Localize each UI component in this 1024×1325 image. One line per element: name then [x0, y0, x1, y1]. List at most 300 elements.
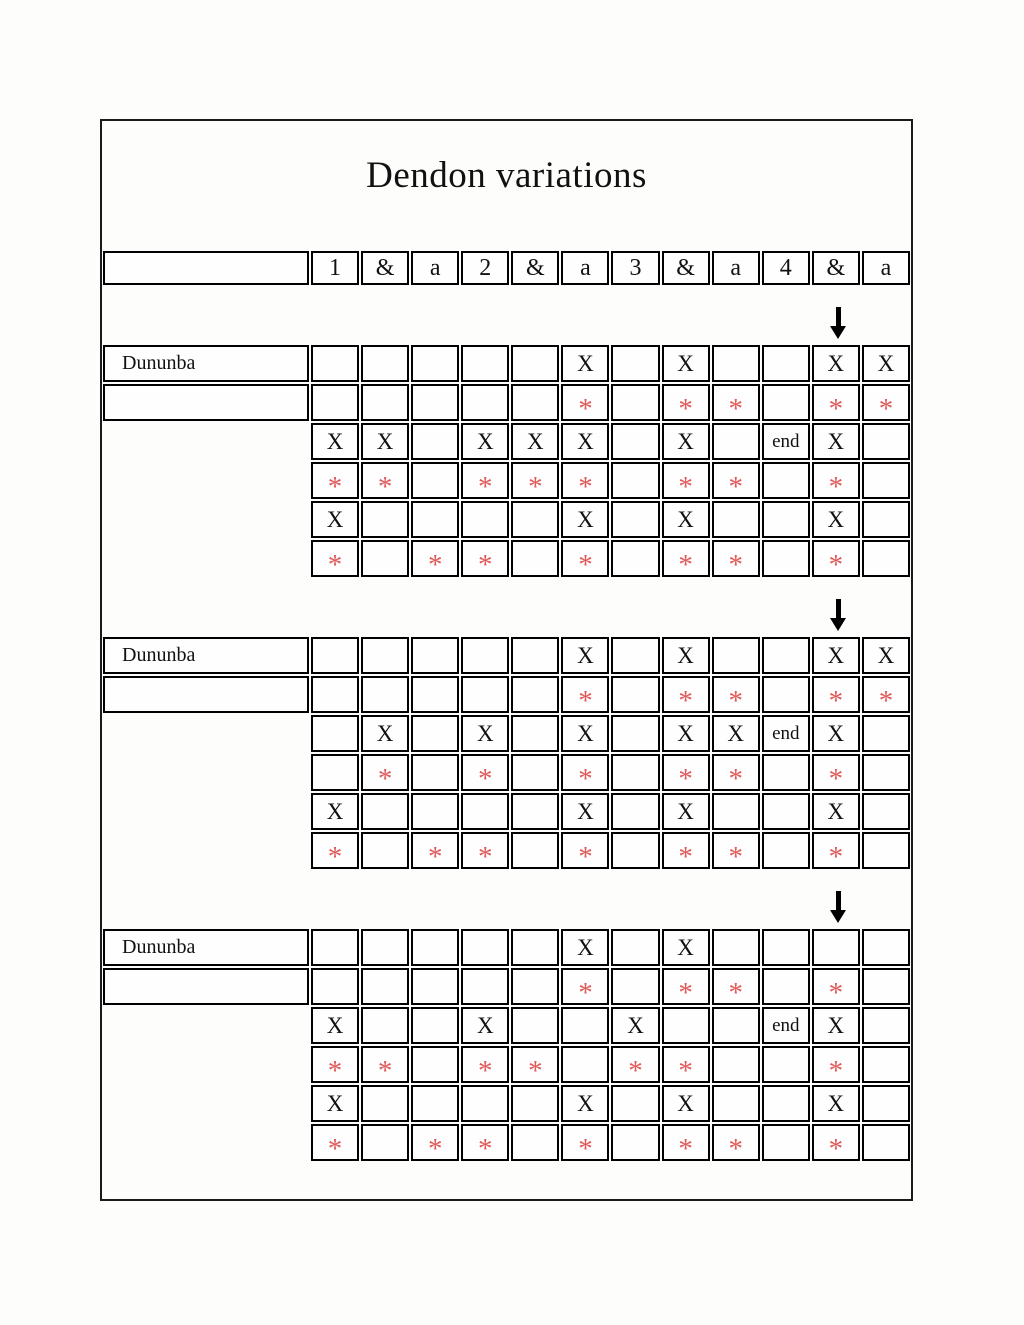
grid-cell — [762, 1046, 810, 1083]
grid-cell — [361, 345, 409, 382]
stroke-x-mark: X — [326, 428, 344, 454]
stroke-x-mark: X — [827, 720, 845, 746]
grid-cell — [361, 384, 409, 421]
star-mark: * — [377, 1054, 393, 1083]
row-label-cell: Dununba — [103, 637, 309, 674]
grid-cell — [762, 384, 810, 421]
stroke-x-mark: X — [527, 428, 544, 454]
star-mark: * — [578, 392, 593, 421]
star-mark: * — [478, 762, 493, 791]
star-mark: * — [728, 976, 743, 1005]
grid-cell — [461, 968, 509, 1005]
grid-cell — [862, 676, 910, 713]
stroke-x-mark: X — [326, 798, 344, 824]
grid-cell — [511, 715, 559, 752]
star-mark: * — [478, 470, 493, 499]
grid-cell — [611, 345, 659, 382]
section-arrow-row — [102, 869, 911, 929]
grid-cell — [662, 676, 710, 713]
grid-cell — [662, 384, 710, 421]
grid-cell — [461, 754, 509, 791]
stroke-x-mark: X — [677, 934, 694, 960]
grid-cell — [411, 832, 459, 869]
grid-cell — [361, 929, 409, 966]
star-mark: * — [678, 470, 693, 499]
stroke-x-mark: X — [577, 720, 594, 746]
grid-cell — [812, 715, 860, 752]
star-mark: * — [678, 1132, 693, 1161]
star-mark: * — [578, 1132, 593, 1161]
grid-cell — [712, 1046, 760, 1083]
grid-cell — [561, 793, 609, 830]
grid-cell — [712, 754, 760, 791]
grid-cell — [662, 793, 710, 830]
grid-cell — [361, 1046, 409, 1083]
grid-cell — [311, 345, 359, 382]
grid-cell — [311, 1085, 359, 1122]
grid-cell — [812, 1124, 860, 1161]
star-mark: * — [828, 548, 844, 577]
star-mark: * — [878, 684, 894, 713]
grid-cell — [812, 1007, 860, 1044]
grid-cell — [511, 929, 559, 966]
grid-cell — [461, 462, 509, 499]
star-mark: * — [327, 840, 343, 869]
grid-cell — [561, 715, 609, 752]
grid-cell — [311, 832, 359, 869]
star-mark: * — [878, 392, 894, 421]
star-mark: * — [578, 684, 593, 713]
stroke-x-mark: X — [577, 798, 594, 824]
star-mark: * — [728, 684, 743, 713]
grid-cell — [411, 423, 459, 460]
stroke-x-mark: X — [577, 428, 594, 454]
row-label-spacer — [103, 423, 309, 460]
grid-cell — [662, 968, 710, 1005]
star-mark: * — [678, 840, 693, 869]
grid-cell — [561, 754, 609, 791]
grid-cell — [411, 793, 459, 830]
grid-cell — [812, 929, 860, 966]
row-label-cell-empty — [103, 384, 309, 421]
grid-cell — [311, 676, 359, 713]
grid-cell — [712, 968, 760, 1005]
page-title: Dendon variations — [366, 154, 647, 196]
grid-cell — [561, 540, 609, 577]
grid-cell — [311, 384, 359, 421]
grid-cell — [862, 462, 910, 499]
grid-cell — [812, 754, 860, 791]
down-arrow-icon — [830, 599, 847, 631]
stroke-x-mark: X — [577, 934, 594, 960]
grid-cell — [311, 968, 359, 1005]
grid-cell — [611, 968, 659, 1005]
grid-cell — [411, 1085, 459, 1122]
grid-cell — [511, 1046, 559, 1083]
stroke-x-mark: X — [827, 428, 845, 454]
grid-cell — [862, 929, 910, 966]
row-label-spacer — [103, 1124, 309, 1161]
grid-cell — [662, 1046, 710, 1083]
grid-cell — [361, 637, 409, 674]
grid-cell — [511, 1007, 559, 1044]
grid-cell — [662, 715, 710, 752]
stroke-x-mark: X — [677, 1090, 694, 1116]
section-arrow-row — [102, 285, 911, 345]
stroke-x-mark: X — [476, 1012, 494, 1038]
star-mark: * — [578, 840, 593, 869]
grid-cell — [411, 929, 459, 966]
grid-cell — [411, 637, 459, 674]
star-mark: * — [578, 762, 593, 791]
grid-cell — [812, 1085, 860, 1122]
grid-cell — [311, 929, 359, 966]
grid-cell — [361, 423, 409, 460]
star-mark: * — [678, 684, 693, 713]
grid-cell — [461, 384, 509, 421]
grid-cell — [561, 676, 609, 713]
beat-header-cell: 4 — [762, 251, 810, 285]
star-mark: * — [377, 762, 393, 791]
grid-cell — [411, 501, 459, 538]
grid-cell — [712, 540, 760, 577]
star-mark: * — [478, 548, 493, 577]
stroke-x-mark: X — [877, 350, 895, 376]
grid-cell — [561, 423, 609, 460]
stroke-x-mark: X — [677, 506, 694, 532]
grid-cell — [361, 1124, 409, 1161]
grid-cell — [662, 423, 710, 460]
row-label-spacer — [103, 540, 309, 577]
grid-cell — [461, 423, 509, 460]
grid-cell — [311, 1007, 359, 1044]
star-mark: * — [478, 840, 493, 869]
beat-header-cell: & — [662, 251, 710, 285]
star-mark: * — [728, 1132, 743, 1161]
star-mark: * — [728, 470, 743, 499]
grid-cell — [712, 793, 760, 830]
header-label-cell — [103, 251, 309, 285]
stroke-x-mark: X — [827, 642, 845, 668]
grid-cell — [461, 1124, 509, 1161]
end-label: end — [772, 1014, 800, 1036]
star-mark: * — [578, 470, 593, 499]
grid-cell — [361, 1007, 409, 1044]
grid-cell — [461, 676, 509, 713]
row-label-spacer — [103, 1007, 309, 1044]
grid-cell — [461, 793, 509, 830]
grid-cell — [662, 345, 710, 382]
star-mark: * — [828, 762, 844, 791]
grid-cell — [762, 345, 810, 382]
star-mark: * — [478, 1054, 493, 1083]
grid-cell — [611, 1085, 659, 1122]
grid-cell — [762, 832, 810, 869]
grid-cell — [361, 968, 409, 1005]
grid-cell — [561, 501, 609, 538]
grid-cell — [812, 540, 860, 577]
grid-cell — [862, 793, 910, 830]
grid-cell — [862, 832, 910, 869]
grid-cell — [611, 1124, 659, 1161]
grid-cell — [611, 676, 659, 713]
stroke-x-mark: X — [677, 428, 694, 454]
grid-cell — [411, 1007, 459, 1044]
end-label: end — [772, 430, 800, 452]
grid-cell — [712, 423, 760, 460]
grid-cell — [461, 715, 509, 752]
grid-cell — [361, 832, 409, 869]
grid-cell — [611, 423, 659, 460]
grid-cell — [361, 501, 409, 538]
grid-cell — [311, 462, 359, 499]
grid-cell — [511, 384, 559, 421]
stroke-x-mark: X — [677, 798, 694, 824]
star-mark: * — [678, 762, 693, 791]
grid-cell — [611, 501, 659, 538]
grid-cell — [662, 832, 710, 869]
grid-cell — [762, 1007, 810, 1044]
grid-cell — [762, 423, 810, 460]
grid-cell — [712, 637, 760, 674]
grid-cell — [361, 793, 409, 830]
grid-cell — [461, 929, 509, 966]
down-arrow-icon — [830, 307, 847, 339]
star-mark: * — [828, 684, 844, 713]
sections-container — [102, 285, 911, 1161]
grid-cell — [662, 1085, 710, 1122]
grid-cell — [511, 968, 559, 1005]
grid-cell — [712, 1124, 760, 1161]
grid-cell — [611, 832, 659, 869]
grid-cell — [311, 501, 359, 538]
grid-cell — [762, 793, 810, 830]
stroke-x-mark: X — [827, 506, 845, 532]
grid-cell — [611, 1007, 659, 1044]
stroke-x-mark: X — [727, 720, 744, 746]
stroke-x-mark: X — [827, 1012, 845, 1038]
stroke-x-mark: X — [627, 1012, 644, 1038]
grid-cell — [461, 1046, 509, 1083]
grid-cell — [712, 501, 760, 538]
grid-cell — [361, 462, 409, 499]
grid-cell — [862, 1085, 910, 1122]
grid-cell — [511, 423, 559, 460]
grid-cell — [812, 1046, 860, 1083]
grid-cell — [812, 968, 860, 1005]
grid-cell — [662, 1124, 710, 1161]
star-mark: * — [628, 1054, 643, 1083]
stroke-x-mark: X — [326, 1012, 344, 1038]
grid-cell — [561, 384, 609, 421]
grid-cell — [762, 637, 810, 674]
row-label-cell: Dununba — [103, 345, 309, 382]
grid-cell — [862, 384, 910, 421]
grid-cell — [662, 637, 710, 674]
grid-cell — [461, 832, 509, 869]
beat-header-row — [102, 251, 911, 285]
stroke-x-mark: X — [827, 1090, 845, 1116]
stroke-x-mark: X — [476, 720, 494, 746]
grid-cell — [511, 793, 559, 830]
row-label-spacer — [103, 715, 309, 752]
grid-cell — [411, 384, 459, 421]
grid-cell — [611, 462, 659, 499]
grid-cell — [411, 345, 459, 382]
row-label-spacer — [103, 1085, 309, 1122]
rhythm-section — [102, 345, 911, 577]
grid-cell — [511, 501, 559, 538]
beat-header-cell: a — [862, 251, 910, 285]
star-mark: * — [528, 470, 543, 499]
grid-cell — [862, 423, 910, 460]
rhythm-section — [102, 929, 911, 1161]
stroke-x-mark: X — [827, 798, 845, 824]
grid-cell — [862, 715, 910, 752]
row-label-spacer — [103, 793, 309, 830]
star-mark: * — [327, 470, 343, 499]
beat-header-cell: 2 — [461, 251, 509, 285]
grid-cell — [762, 462, 810, 499]
grid-cell — [862, 1007, 910, 1044]
star-mark: * — [828, 1132, 844, 1161]
grid-cell — [712, 832, 760, 869]
grid-cell — [361, 676, 409, 713]
grid-cell — [712, 462, 760, 499]
star-mark: * — [728, 840, 743, 869]
star-mark: * — [828, 976, 844, 1005]
grid-cell — [611, 637, 659, 674]
grid-cell — [712, 1007, 760, 1044]
grid-cell — [762, 1085, 810, 1122]
beat-header-cell: & — [812, 251, 860, 285]
grid-cell — [411, 1124, 459, 1161]
grid-cell — [311, 423, 359, 460]
grid-cell — [812, 384, 860, 421]
beat-header-cell: a — [411, 251, 459, 285]
grid-cell — [311, 540, 359, 577]
star-mark: * — [528, 1054, 543, 1083]
section-arrow-row — [102, 577, 911, 637]
stroke-x-mark: X — [677, 642, 694, 668]
star-mark: * — [828, 1054, 844, 1083]
row-label-spacer — [103, 754, 309, 791]
row-label-cell-empty — [103, 676, 309, 713]
star-mark: * — [327, 548, 343, 577]
stroke-x-mark: X — [376, 720, 394, 746]
star-mark: * — [578, 548, 593, 577]
grid-cell — [511, 1124, 559, 1161]
grid-cell — [361, 540, 409, 577]
grid-cell — [812, 462, 860, 499]
row-label-cell: Dununba — [103, 929, 309, 966]
stroke-x-mark: X — [577, 1090, 594, 1116]
grid-cell — [411, 715, 459, 752]
grid-cell — [762, 540, 810, 577]
grid-cell — [511, 832, 559, 869]
grid-cell — [762, 676, 810, 713]
grid-cell — [662, 501, 710, 538]
stroke-x-mark: X — [877, 642, 895, 668]
row-label-spacer — [103, 1046, 309, 1083]
row-label-spacer — [103, 462, 309, 499]
grid-cell — [511, 345, 559, 382]
grid-cell — [762, 1124, 810, 1161]
grid-cell — [862, 637, 910, 674]
stroke-x-mark: X — [677, 720, 694, 746]
star-mark: * — [327, 1054, 343, 1083]
grid-cell — [461, 1085, 509, 1122]
grid-cell — [862, 540, 910, 577]
grid-cell — [511, 676, 559, 713]
grid-cell — [862, 501, 910, 538]
grid-cell — [411, 968, 459, 1005]
grid-cell — [461, 540, 509, 577]
grid-cell — [862, 754, 910, 791]
grid-cell — [862, 1046, 910, 1083]
grid-cell — [311, 637, 359, 674]
star-mark: * — [728, 762, 743, 791]
grid-cell — [361, 1085, 409, 1122]
grid-cell — [561, 968, 609, 1005]
grid-cell — [662, 540, 710, 577]
grid-cell — [411, 540, 459, 577]
grid-cell — [712, 1085, 760, 1122]
grid-cell — [511, 754, 559, 791]
stroke-x-mark: X — [476, 428, 494, 454]
grid-cell — [561, 832, 609, 869]
star-mark: * — [828, 392, 844, 421]
grid-cell — [561, 462, 609, 499]
grid-cell — [812, 423, 860, 460]
grid-cell — [361, 715, 409, 752]
grid-cell — [311, 754, 359, 791]
grid-cell — [812, 676, 860, 713]
beat-header-cell: 1 — [311, 251, 359, 285]
star-mark: * — [828, 840, 844, 869]
grid-cell — [511, 637, 559, 674]
grid-cell — [311, 793, 359, 830]
stroke-x-mark: X — [577, 506, 594, 532]
grid-cell — [561, 345, 609, 382]
grid-cell — [662, 929, 710, 966]
grid-cell — [862, 968, 910, 1005]
grid-cell — [812, 501, 860, 538]
stroke-x-mark: X — [326, 506, 344, 532]
grid-cell — [511, 1085, 559, 1122]
grid-cell — [561, 637, 609, 674]
star-mark: * — [478, 1132, 493, 1161]
beat-header-cell: a — [712, 251, 760, 285]
star-mark: * — [578, 976, 593, 1005]
end-label: end — [772, 722, 800, 744]
grid-cell — [561, 1124, 609, 1161]
star-mark: * — [678, 1054, 693, 1083]
grid-cell — [712, 676, 760, 713]
grid-cell — [461, 637, 509, 674]
grid-cell — [862, 345, 910, 382]
grid-cell — [762, 501, 810, 538]
grid-cell — [511, 540, 559, 577]
stroke-x-mark: X — [677, 350, 694, 376]
star-mark: * — [828, 470, 844, 499]
grid-cell — [561, 1007, 609, 1044]
grid-cell — [611, 384, 659, 421]
grid-cell — [812, 793, 860, 830]
grid-cell — [712, 929, 760, 966]
row-label-spacer — [103, 501, 309, 538]
star-mark: * — [728, 548, 743, 577]
